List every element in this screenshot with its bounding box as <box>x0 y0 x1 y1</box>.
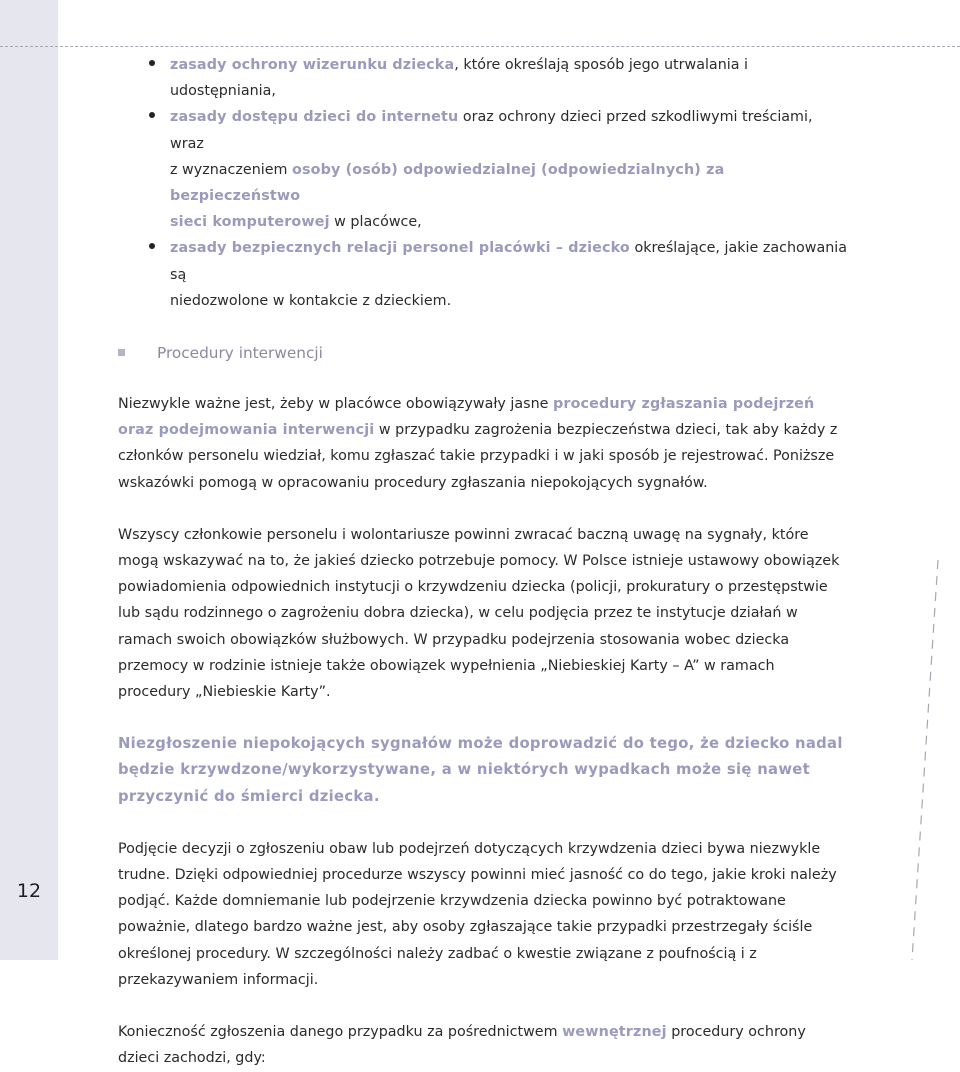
section-title: Procedury interwencji <box>157 344 323 363</box>
bullet-accent: osoby (osób) odpowiedzialnej (odpowiedzialnych) za bezpieczeństwo <box>170 161 725 205</box>
document-body <box>118 52 848 1072</box>
bullet-item <box>118 235 848 314</box>
bullet-text: z wyznaczeniem <box>170 161 292 178</box>
square-bullet-icon <box>118 349 125 356</box>
paragraph-text: Niezwykle ważne jest, żeby w placówce obowiązywały jasne <box>118 396 553 413</box>
paragraph: Podjęcie decyzji o zgłoszeniu obaw lub podejrzeń dotyczących krzywdzenia dzieci bywa niezwykle trudne. Dzięki odpowiedniej procedurze wszyscy powinni mieć jasność co do tego, jakie kroki należy podjąć. Każde domniemanie lub podejrzenie krzywdzenia dziecka powinno być potraktowane poważnie, dlatego bardzo ważne jest, aby osoby zgłaszające takie przypadki przestrzegały ściśle określonej procedury. W szczególności należy zadbać o kwestie związane z poufnością i z przekazywaniem informacji. <box>118 840 837 988</box>
bullet-accent: zasady dostępu dzieci do internetu <box>170 109 459 126</box>
paragraph: Wszyscy członkowie personelu i wolontariusze powinni zwracać baczną uwagę na sygnały, które mogą wskazywać na to, że jakieś dziecko potrzebuje pomocy. W Polsce istnieje ustawowy obowiązek powiadomienia odpowiednich instytucji o krzywdzeniu dziecka (policji, prokuratury o przestępstwie lub sądu rodzinnego o zagrożeniu dobra dziecka), w celu podjęcia przez te instytucje działań w ramach swoich obowiązków służbowych. W przypadku podejrzenia stosowania wobec dziecka przemocy w rodzinie istnieje także obowiązek wypełnienia „Niebieskiej Karty – A” w ramach procedury „Niebieskie Karty”. <box>118 526 840 701</box>
highlighted-paragraph: Niezgłoszenie niepokojących sygnałów może doprowadzić do tego, że dziecko nadal będzie krzywdzone/wykorzystywane, a w niektórych wypadkach może się nawet przyczynić do śmierci dziecka. <box>118 735 843 805</box>
bullet-dot-icon <box>149 60 155 66</box>
bullet-accent: sieci komputerowej <box>170 214 330 231</box>
bullet-item <box>118 104 848 235</box>
bullet-accent: zasady ochrony wizerunku dziecka <box>170 57 455 73</box>
bullet-dot-icon <box>149 112 155 118</box>
paragraph <box>118 391 848 496</box>
bullet-dot-icon <box>149 243 155 249</box>
bullet-item <box>118 52 848 104</box>
bullet-list <box>118 52 848 314</box>
paragraph-text: Konieczność zgłoszenia danego przypadku za pośrednictwem <box>118 1024 563 1041</box>
bullet-text: niedozwolone w kontakcie z dzieckiem. <box>170 292 452 309</box>
section-heading <box>118 340 848 366</box>
page-margin-bar <box>0 0 58 960</box>
bullet-text: określające, jakie zachowania są <box>170 240 848 283</box>
paragraph-accent: wewnętrznej <box>562 1024 667 1041</box>
paragraph-text: procedury ochrony dzieci zachodzi, gdy: <box>118 1024 806 1067</box>
bullet-text: w placówce, <box>329 214 422 231</box>
top-dashed-rule <box>0 46 960 47</box>
paragraph <box>118 1019 848 1071</box>
bullet-text: oraz ochrony dzieci przed szkodliwymi treściami, wraz <box>170 109 813 152</box>
diagonal-dashed-rule <box>890 0 960 960</box>
bullet-accent: zasady bezpiecznych relacji personel placówki – dziecko <box>170 240 630 257</box>
bullet-text: , które określają sposób jego utrwalania i udostępniania, <box>170 57 749 100</box>
page-number: 12 <box>16 880 42 902</box>
paragraph-accent: procedury zgłaszania podejrzeń oraz podejmowania interwencji <box>118 396 815 439</box>
paragraph-text: w przypadku zagrożenia bezpieczeństwa dzieci, tak aby każdy z członków personelu wiedział, komu zgłaszać takie przypadki i w jaki sposób je rejestrować. Poniższe wskazówki pomogą w opracowaniu procedury zgłaszania niepokojących sygnałów. <box>118 422 838 491</box>
